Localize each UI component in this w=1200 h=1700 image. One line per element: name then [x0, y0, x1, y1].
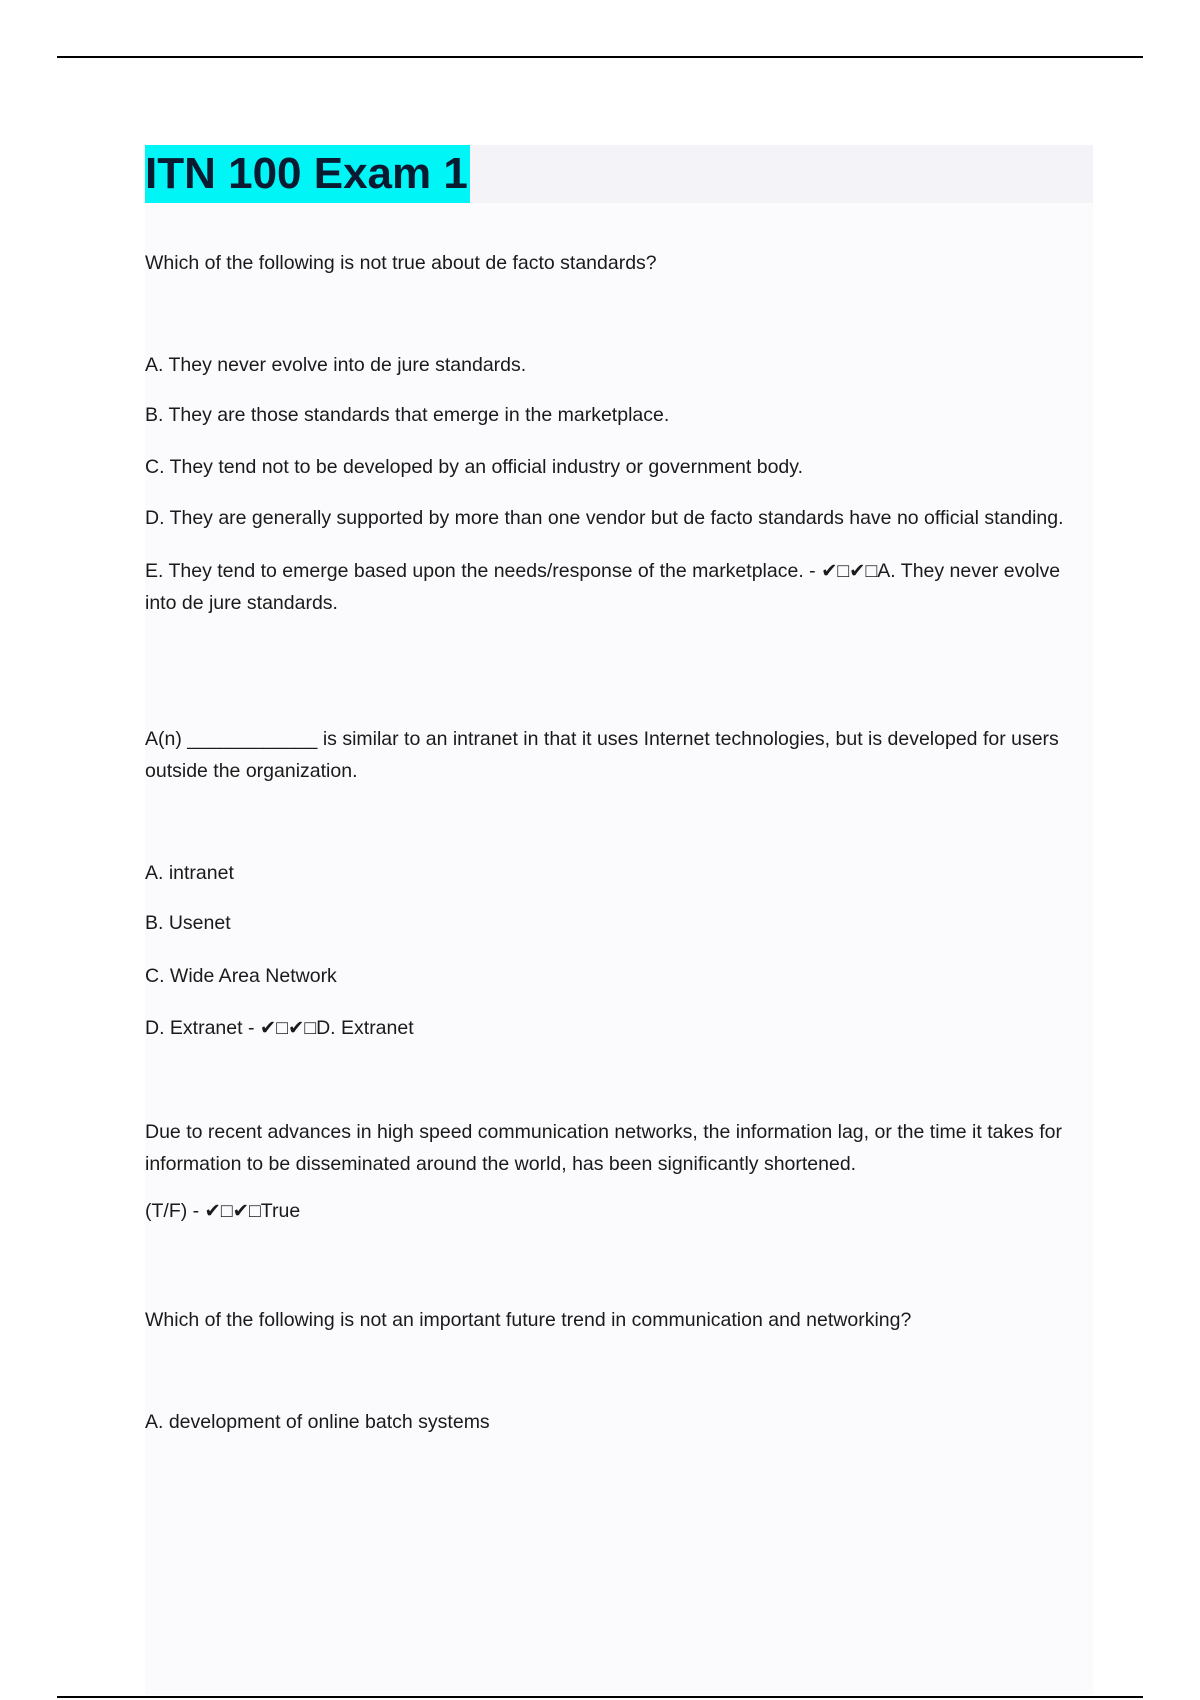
q1-option-a: A. They never evolve into de jure standards.: [145, 354, 527, 376]
q2-option-a: A. intranet: [145, 862, 234, 884]
q4-option-a: A. development of online batch systems: [145, 1411, 490, 1433]
title-bar: [145, 145, 1093, 203]
question-2: A(n) ____________ is similar to an intranet in that it uses Internet technologies, but is developed for users outside the organization.: [145, 728, 1059, 782]
q1-option-c: C. They tend not to be developed by an official industry or government body.: [145, 456, 803, 478]
question-4: Which of the following is not an important future trend in communication and networking?: [145, 1309, 912, 1331]
q2-option-b: B. Usenet: [145, 912, 231, 934]
q3-answer: (T/F) - ✔□✔□True: [145, 1200, 301, 1222]
question-1: Which of the following is not true about de facto standards?: [145, 252, 657, 274]
page-title: ITN 100 Exam 1: [145, 145, 470, 203]
q2-option-d-answer: D. Extranet - ✔□✔□D. Extranet: [145, 1017, 414, 1039]
q1-option-b: B. They are those standards that emerge in the marketplace.: [145, 404, 670, 426]
q1-option-e-answer: E. They tend to emerge based upon the needs/response of the marketplace. - ✔□✔□A. They never evolve into de jure standards.: [145, 560, 1061, 614]
q1-option-d: D. They are generally supported by more than one vendor but de facto standards have no official standing.: [145, 507, 1064, 529]
document-body: [145, 145, 1093, 1695]
q2-option-c: C. Wide Area Network: [145, 965, 337, 987]
header-rule: [57, 56, 1143, 58]
footer-rule: [57, 1696, 1143, 1698]
question-3: Due to recent advances in high speed communication networks, the information lag, or the time it takes for information to be disseminated around the world, has been significantly shortened.: [145, 1121, 1062, 1175]
